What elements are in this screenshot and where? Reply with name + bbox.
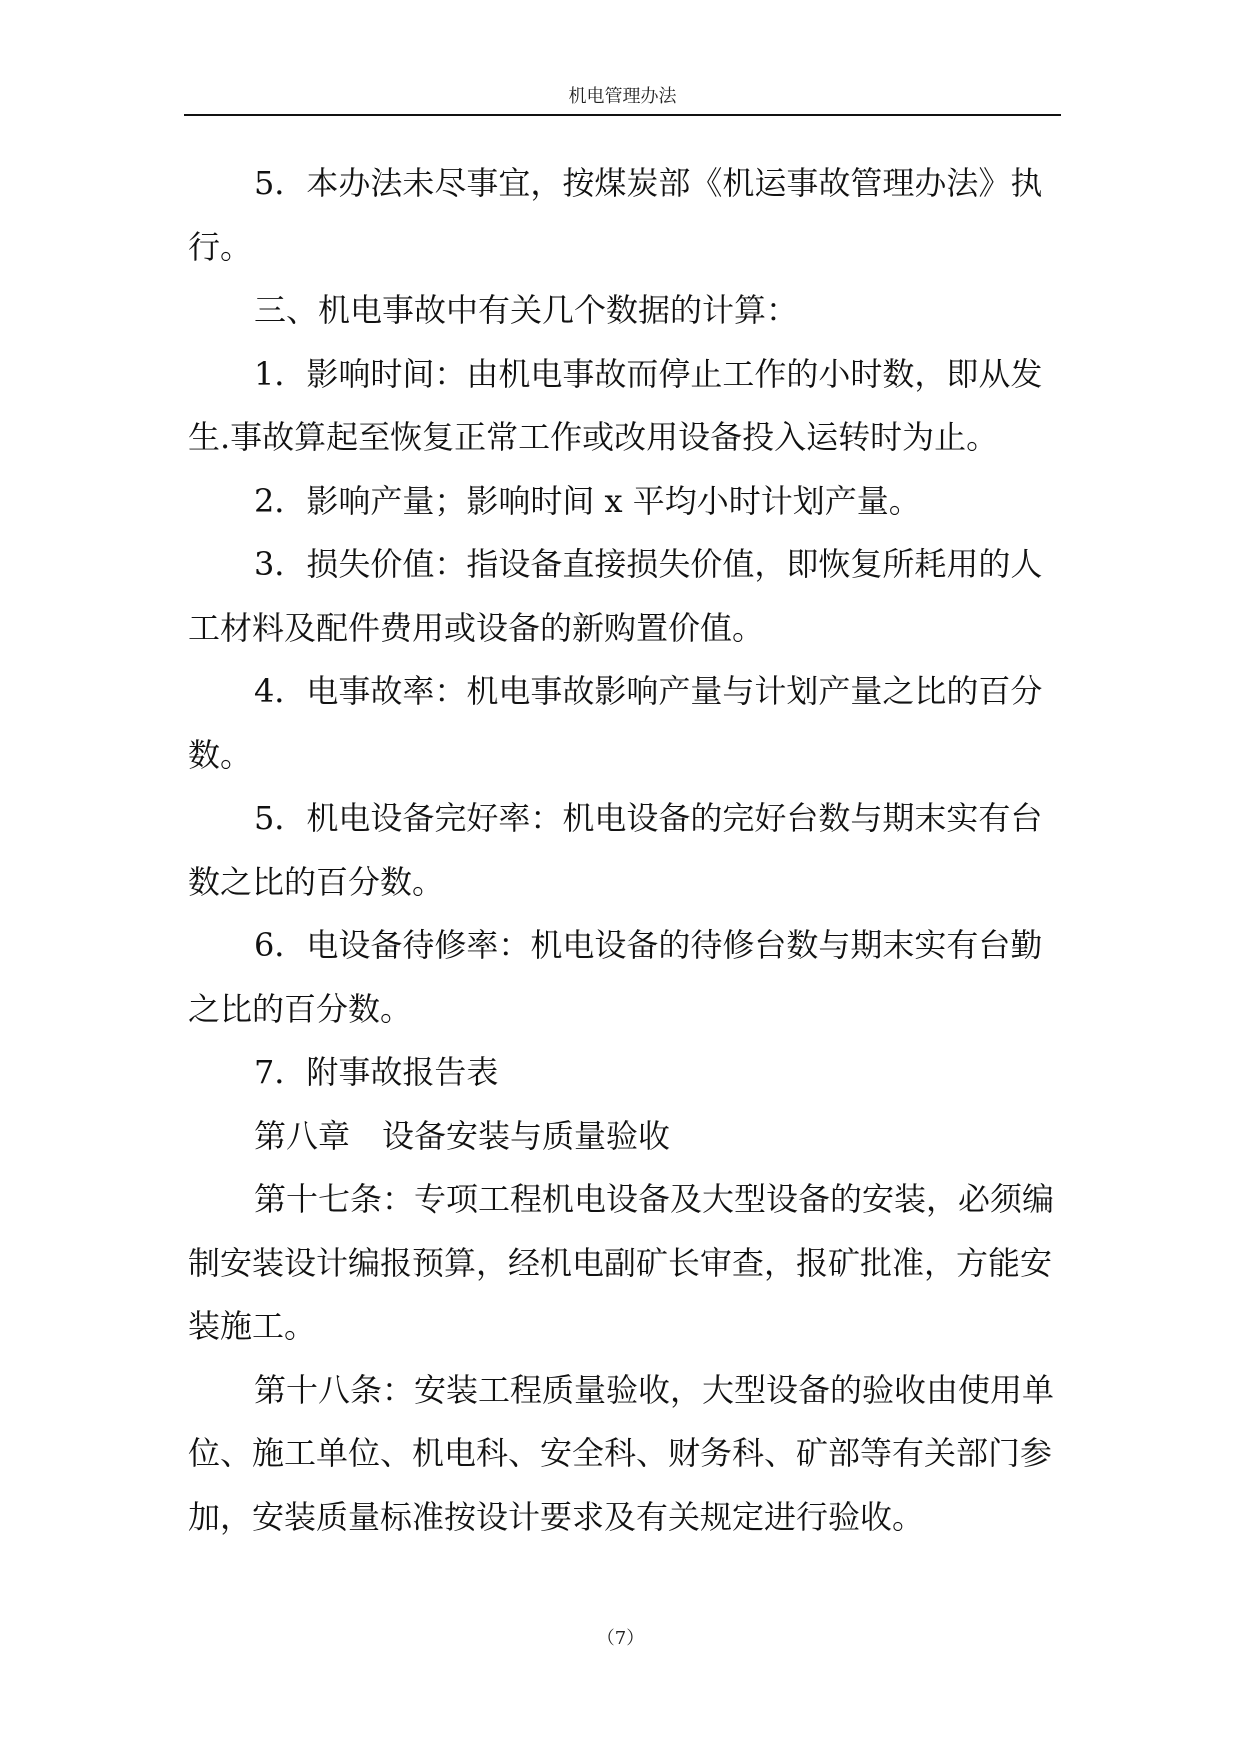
page-number: （7） [596, 1628, 645, 1649]
paragraph: 1．影响时间：由机电事故而停止工作的小时数，即从发生.事故算起至恢复正常工作或改用设备投入运转时为止。 [188, 354, 1043, 456]
paragraph: 3．损失价值：指设备直接损失价值，即恢复所耗用的人工材料及配件费用或设备的新购置价值。 [188, 545, 1043, 647]
page-header-title: 机电管理办法 [568, 86, 677, 107]
document-body [188, 152, 1063, 1549]
paragraph: 5．机电设备完好率：机电设备的完好台数与期末实有台数之比的百分数。 [188, 799, 1043, 901]
chapter-heading: 第八章 设备安装与质量验收 [254, 1116, 671, 1155]
header-divider [184, 114, 1061, 116]
paragraph: 7．附事故报告表 [254, 1053, 499, 1091]
paragraph: 第十八条：安装工程质量验收，大型设备的验收由使用单位、施工单位、机电科、安全科、财务科、矿部等有关部门参加，安装质量标准按设计要求及有关规定进行验收。 [188, 1370, 1055, 1536]
paragraph: 5．本办法未尽事宜，按煤炭部《机运事故管理办法》执行。 [188, 164, 1043, 266]
paragraph: 6．电设备待修率：机电设备的待修台数与期末实有台勤之比的百分数。 [188, 926, 1043, 1028]
paragraph: 2．影响产量；影响时间 x 平均小时计划产量。 [254, 481, 921, 520]
paragraph: 4．电事故率：机电事故影响产量与计划产量之比的百分数。 [188, 672, 1043, 774]
paragraph: 第十七条：专项工程机电设备及大型设备的安装，必须编制安装设计编报预算，经机电副矿长审查，报矿批准，方能安装施工。 [188, 1180, 1055, 1345]
paragraph: 三、机电事故中有关几个数据的计算： [254, 291, 799, 329]
